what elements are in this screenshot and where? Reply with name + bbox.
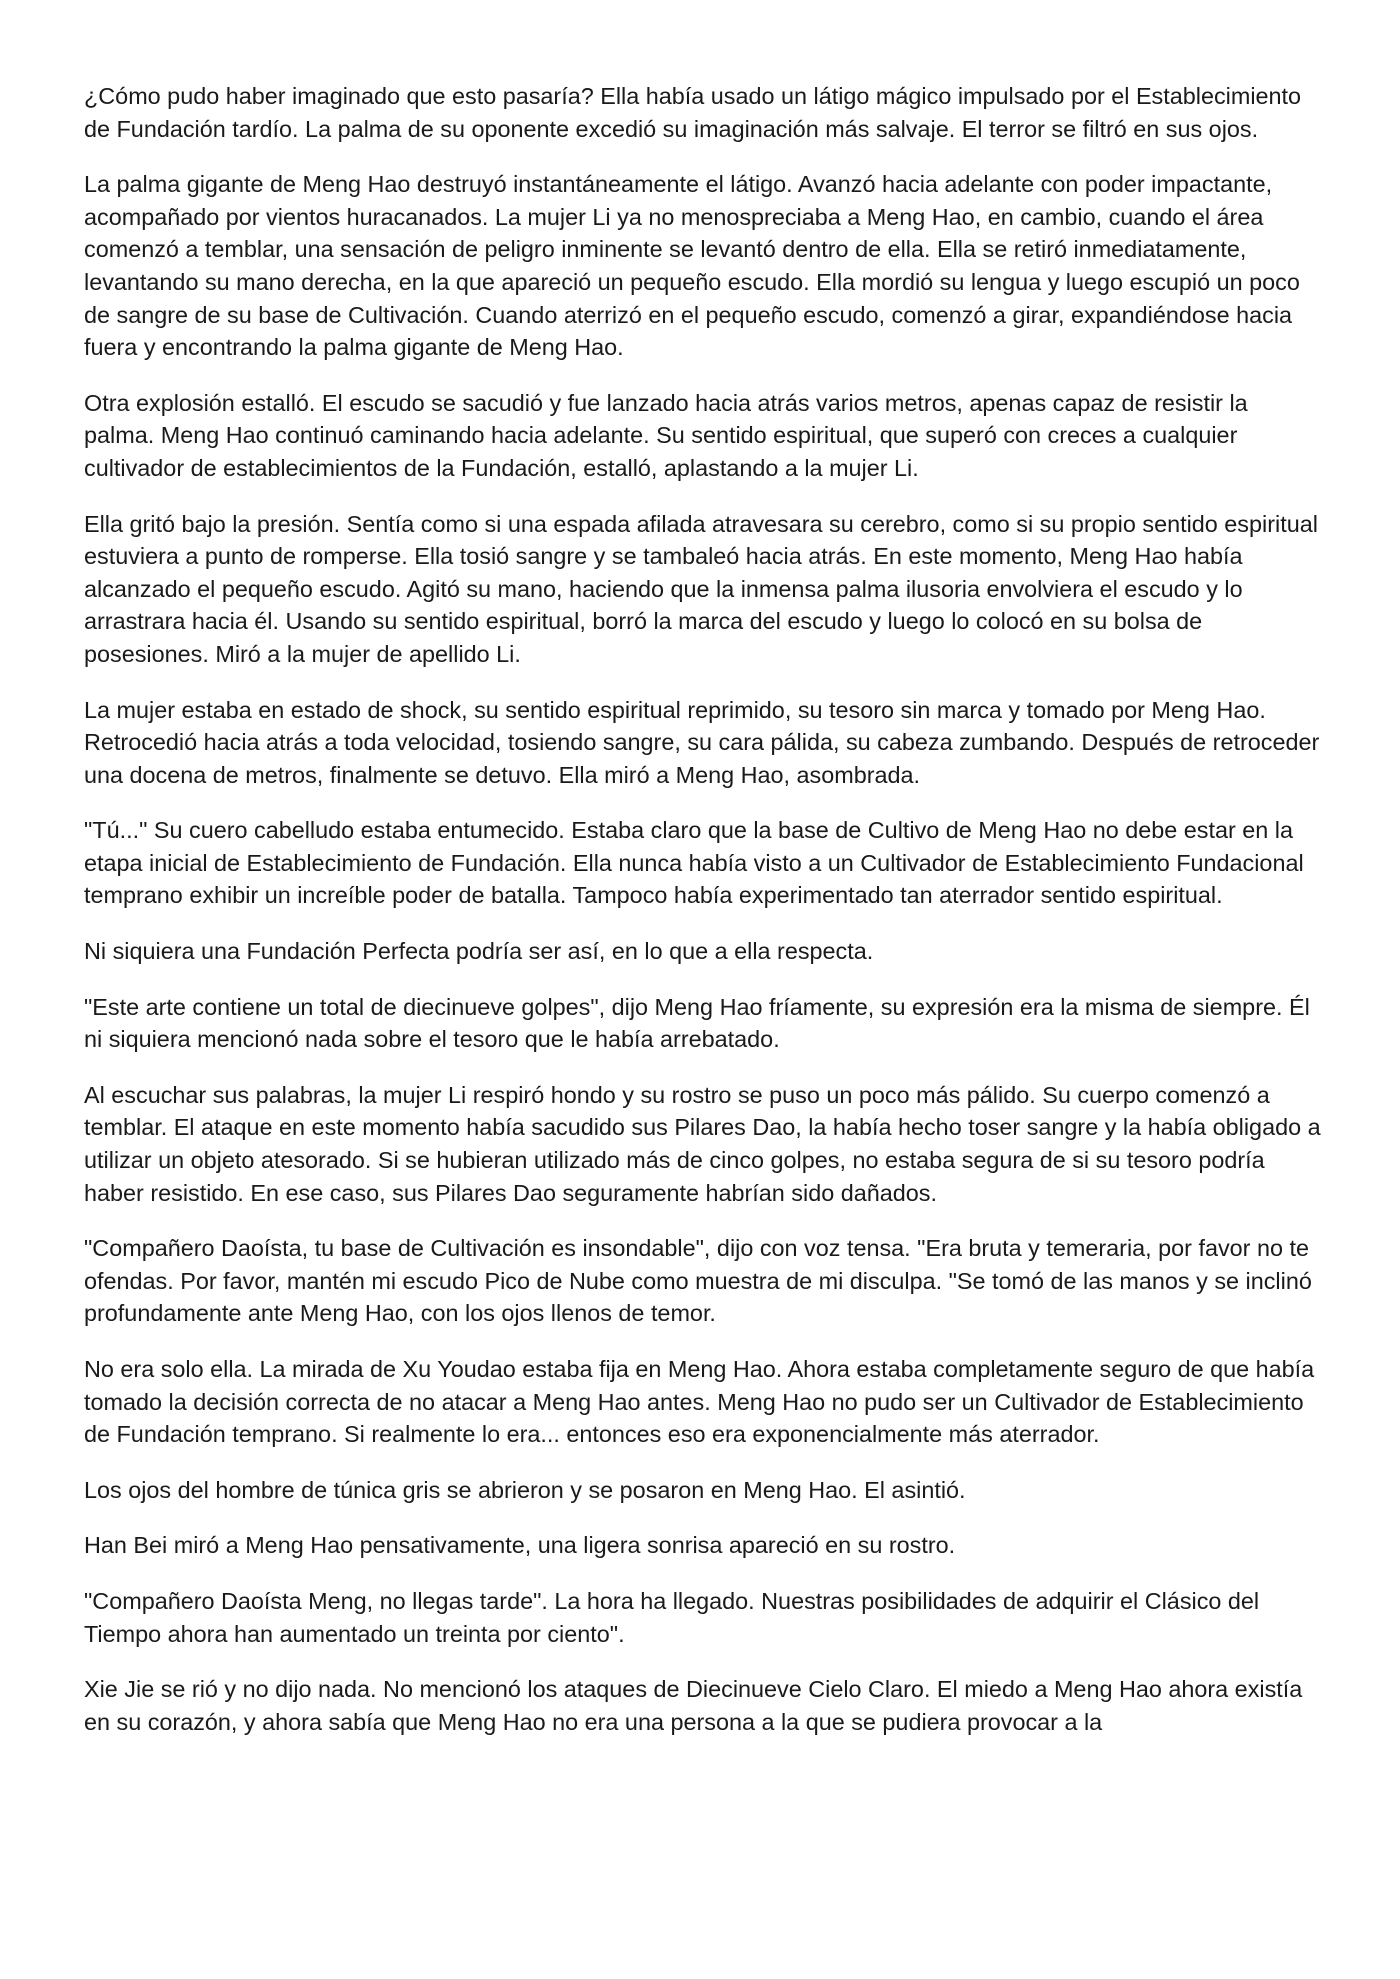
paragraph: La palma gigante de Meng Hao destruyó instantáneamente el látigo. Avanzó hacia adelante con poder impactante, acompañado por vientos huracanados. La mujer Li ya no menospreciaba a Meng Hao, en cambio, cuando el área comenzó a temblar, una sensación de peligro inminente se levantó dentro de ella. Ella se retiró inmediatamente, levantando su mano derecha, en la que apareció un pequeño escudo. Ella mordió su lengua y luego escupió un poco de sangre de su base de Cultivación. Cuando aterrizó en el pequeño escudo, comenzó a girar, expandiéndose hacia fuera y encontrando la palma gigante de Meng Hao. <box>84 171 1300 361</box>
paragraph: Ni siquiera una Fundación Perfecta podría ser así, en lo que a ella respecta. <box>84 938 874 965</box>
paragraph: "Compañero Daoísta, tu base de Cultivación es insondable", dijo con voz tensa. "Era bruta y temeraria, por favor no te ofendas. Por favor, mantén mi escudo Pico de Nube como muestra de mi disculpa. "Se tomó de las manos y se inclinó profundamente ante Meng Hao, con los ojos llenos de temor. <box>84 1235 1312 1327</box>
document-body <box>84 80 1324 1761</box>
paragraph: La mujer estaba en estado de shock, su sentido espiritual reprimido, su tesoro sin marca y tomado por Meng Hao. Retrocedió hacia atrás a toda velocidad, tosiendo sangre, su cara pálida, su cabeza zumbando. Después de retroceder una docena de metros, finalmente se detuvo. Ella miró a Meng Hao, asombrada. <box>84 696 1320 788</box>
paragraph: No era solo ella. La mirada de Xu Youdao estaba fija en Meng Hao. Ahora estaba completamente seguro de que había tomado la decisión correcta de no atacar a Meng Hao antes. Meng Hao no pudo ser un Cultivador de Establecimiento de Fundación temprano. Si realmente lo era... entonces eso era exponencialmente más aterrador. <box>84 1356 1315 1448</box>
paragraph: Al escuchar sus palabras, la mujer Li respiró hondo y su rostro se puso un poco más pálido. Su cuerpo comenzó a temblar. El ataque en este momento había sacudido sus Pilares Dao, la había hecho toser sangre y la había obligado a utilizar un objeto atesorado. Si se hubieran utilizado más de cinco golpes, no estaba segura de si su tesoro podría haber resistido. En ese caso, sus Pilares Dao seguramente habrían sido dañados. <box>84 1081 1321 1206</box>
paragraph: Otra explosión estalló. El escudo se sacudió y fue lanzado hacia atrás varios metros, apenas capaz de resistir la palma. Meng Hao continuó caminando hacia adelante. Su sentido espiritual, que superó con creces a cualquier cultivador de establecimientos de la Fundación, estalló, aplastando a la mujer Li. <box>84 389 1248 481</box>
paragraph: "Este arte contiene un total de diecinueve golpes", dijo Meng Hao fríamente, su expresión era la misma de siempre. Él ni siquiera mencionó nada sobre el tesoro que le había arrebatado. <box>84 993 1310 1053</box>
paragraph: Han Bei miró a Meng Hao pensativamente, una ligera sonrisa apareció en su rostro. <box>84 1532 956 1559</box>
paragraph: "Tú..." Su cuero cabelludo estaba entumecido. Estaba claro que la base de Cultivo de Meng Hao no debe estar en la etapa inicial de Establecimiento de Fundación. Ella nunca había visto a un Cultivador de Establecimiento Fundacional temprano exhibir un increíble poder de batalla. Tampoco había experimentado tan aterrador sentido espiritual. <box>84 817 1304 909</box>
paragraph: ¿Cómo pudo haber imaginado que esto pasaría? Ella había usado un látigo mágico impulsado por el Establecimiento de Fundación tardío. La palma de su oponente excedió su imaginación más salvaje. El terror se filtró en sus ojos. <box>84 83 1302 142</box>
paragraph: Los ojos del hombre de túnica gris se abrieron y se posaron en Meng Hao. El asintió. <box>84 1476 966 1503</box>
paragraph: "Compañero Daoísta Meng, no llegas tarde". La hora ha llegado. Nuestras posibilidades de adquirir el Clásico del Tiempo ahora han aumentado un treinta por ciento". <box>84 1587 1260 1647</box>
paragraph: Xie Jie se rió y no dijo nada. No mencionó los ataques de Diecinueve Cielo Claro. El miedo a Meng Hao ahora existía en su corazón, y ahora sabía que Meng Hao no era una persona a la que se pudiera provocar a la <box>84 1676 1303 1735</box>
paragraph: Ella gritó bajo la presión. Sentía como si una espada afilada atravesara su cerebro, como si su propio sentido espiritual estuviera a punto de romperse. Ella tosió sangre y se tambaleó hacia atrás. En este momento, Meng Hao había alcanzado el pequeño escudo. Agitó su mano, haciendo que la inmensa palma ilusoria envolviera el escudo y lo arrastrara hacia él. Usando su sentido espiritual, borró la marca del escudo y luego lo colocó en su bolsa de posesiones. Miró a la mujer de apellido Li. <box>84 510 1318 667</box>
